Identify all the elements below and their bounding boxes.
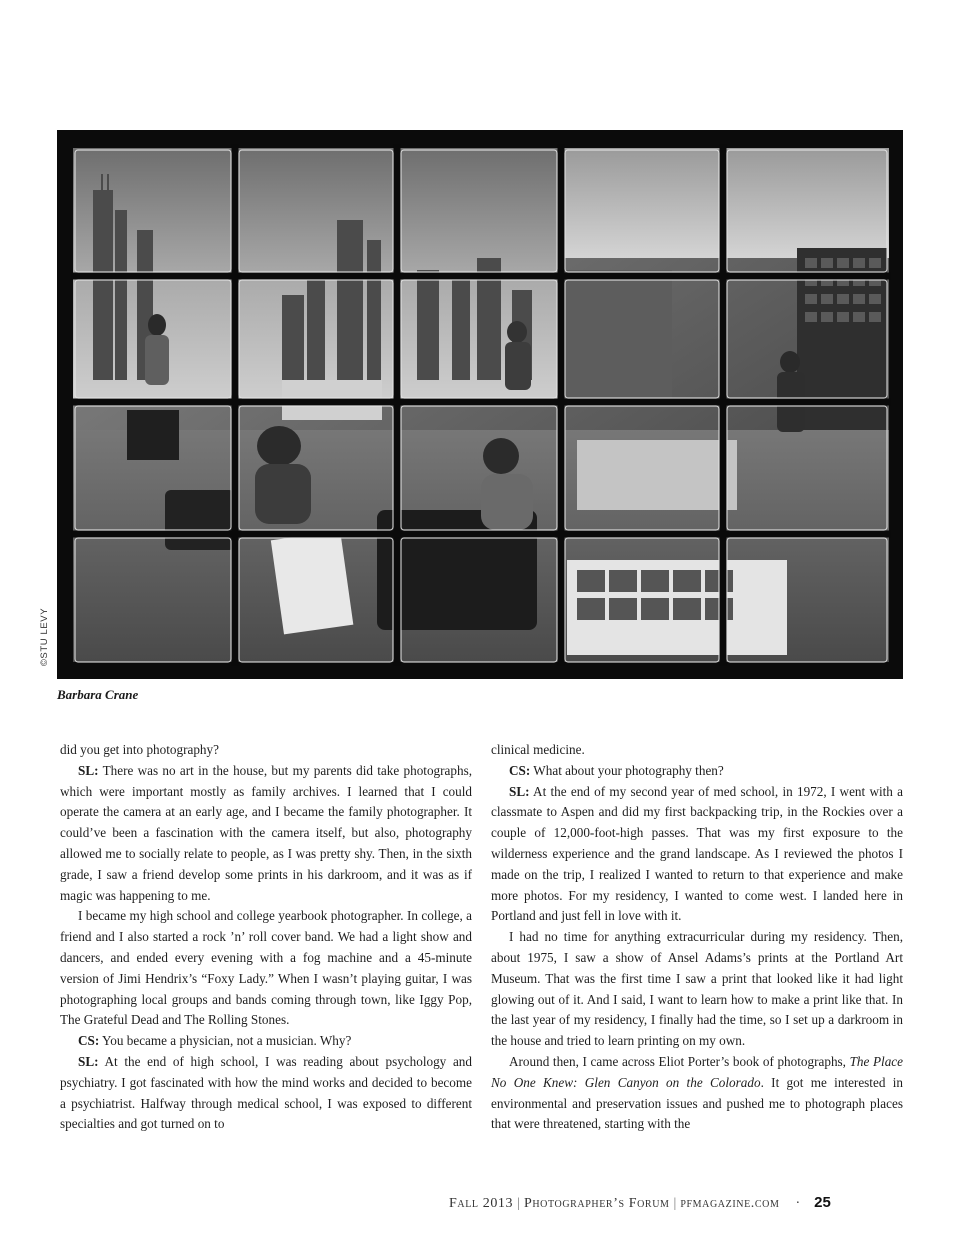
- page-number: 25: [814, 1194, 831, 1211]
- photo-collage: [57, 130, 903, 679]
- speaker-label: CS:: [509, 762, 531, 778]
- speaker-label: SL:: [78, 1053, 99, 1069]
- footer-website: pfmagazine.com: [680, 1196, 780, 1211]
- footer-bullet: ·: [795, 1196, 801, 1211]
- left-paragraph-2: SL: There was no art in the house, but my parents did take photographs, which were important mostly as family archives. I learned that I could operate the camera at an early age, and I became the family photographer. It could’ve been a fascination with the camera itself, but also, photography allowed me to socially relate to people, as I was pretty shy. Then, in the sixth grade, I saw a friend develop some prints in his darkroom, and it was as if magic was happening to me.: [60, 762, 472, 903]
- book-title: The Place No One Knew: Glen Canyon on the Colorado: [491, 1053, 903, 1090]
- left-paragraph-4: CS: You became a physician, not a musician. Why?: [78, 1033, 352, 1049]
- footer-separator: |: [673, 1196, 677, 1211]
- photo-credit-text: ©STU LEVY: [39, 607, 50, 667]
- right-paragraph-5: Around then, I came across Eliot Porter’s book of photographs, The Place No One Knew: Glen Canyon on the Colorado. It got me interested in environmental and preservation issues and pushed me to photograph places that were threatened, starting with the: [491, 1053, 903, 1132]
- page-footer: [449, 1194, 905, 1214]
- left-paragraph-1: did you get into photography?: [60, 742, 219, 757]
- left-paragraph-5: SL: At the end of high school, I was reading about psychology and psychiatry. I got fascinated with how the mind works and decided to become a psychiatrist. Halfway through medical school, I was exposed to different specialties and got turned on to: [60, 1053, 472, 1132]
- speaker-label: CS:: [78, 1033, 100, 1049]
- footer-separator: |: [517, 1196, 520, 1211]
- speaker-label: SL:: [509, 783, 530, 799]
- photo-illustration: [57, 130, 903, 679]
- right-paragraph-1: clinical medicine.: [491, 742, 585, 757]
- photo-caption: Barbara Crane: [57, 687, 139, 702]
- right-paragraph-3: SL: At the end of my second year of med school, in 1972, I went with a classmate to Aspen and did my first backpacking trip, in the Rockies over a couple of 12,000-foot-high passes. That was my first exposure to the wilderness experience and the grand landscape. As I reviewed the photos I made on the trip, I realized I wanted to return to that experience and make more photos. For my residency, I wanted to come west. I landed here in Portland and just fell in love with it.: [491, 783, 903, 924]
- speaker-label: SL:: [78, 762, 99, 778]
- left-column: [60, 740, 472, 1135]
- footer-magazine: Photographer’s Forum: [523, 1196, 670, 1211]
- footer-issue: Fall 2013: [449, 1196, 514, 1211]
- right-paragraph-4: I had no time for anything extracurricular during my residency. Then, about 1975, I saw a show of Ansel Adams’s prints at the Portland Art Museum. That was the first time I saw a print that looked like it had light glowing out of it. And I said, I want to learn how to make a print like that. In the last year of my residency, I finally had the time, so I set up a darkroom in the house and tried to learn printing on my own.: [491, 929, 903, 1049]
- right-paragraph-2: CS: What about your photography then?: [509, 762, 724, 778]
- left-paragraph-3: I became my high school and college yearbook photographer. In college, a friend and I also started a rock ’n’ roll cover band. We had a light show and dancers, and ended every evening with a fog machine and a 45-minute version of Jimi Hendrix’s “Foxy Lady.” When I wasn’t playing guitar, I was photographing local groups and bands coming through town, like Iggy Pop, The Grateful Dead and The Rolling Stones.: [60, 908, 472, 1028]
- photo-credit: [34, 592, 50, 682]
- right-column: [491, 740, 903, 1135]
